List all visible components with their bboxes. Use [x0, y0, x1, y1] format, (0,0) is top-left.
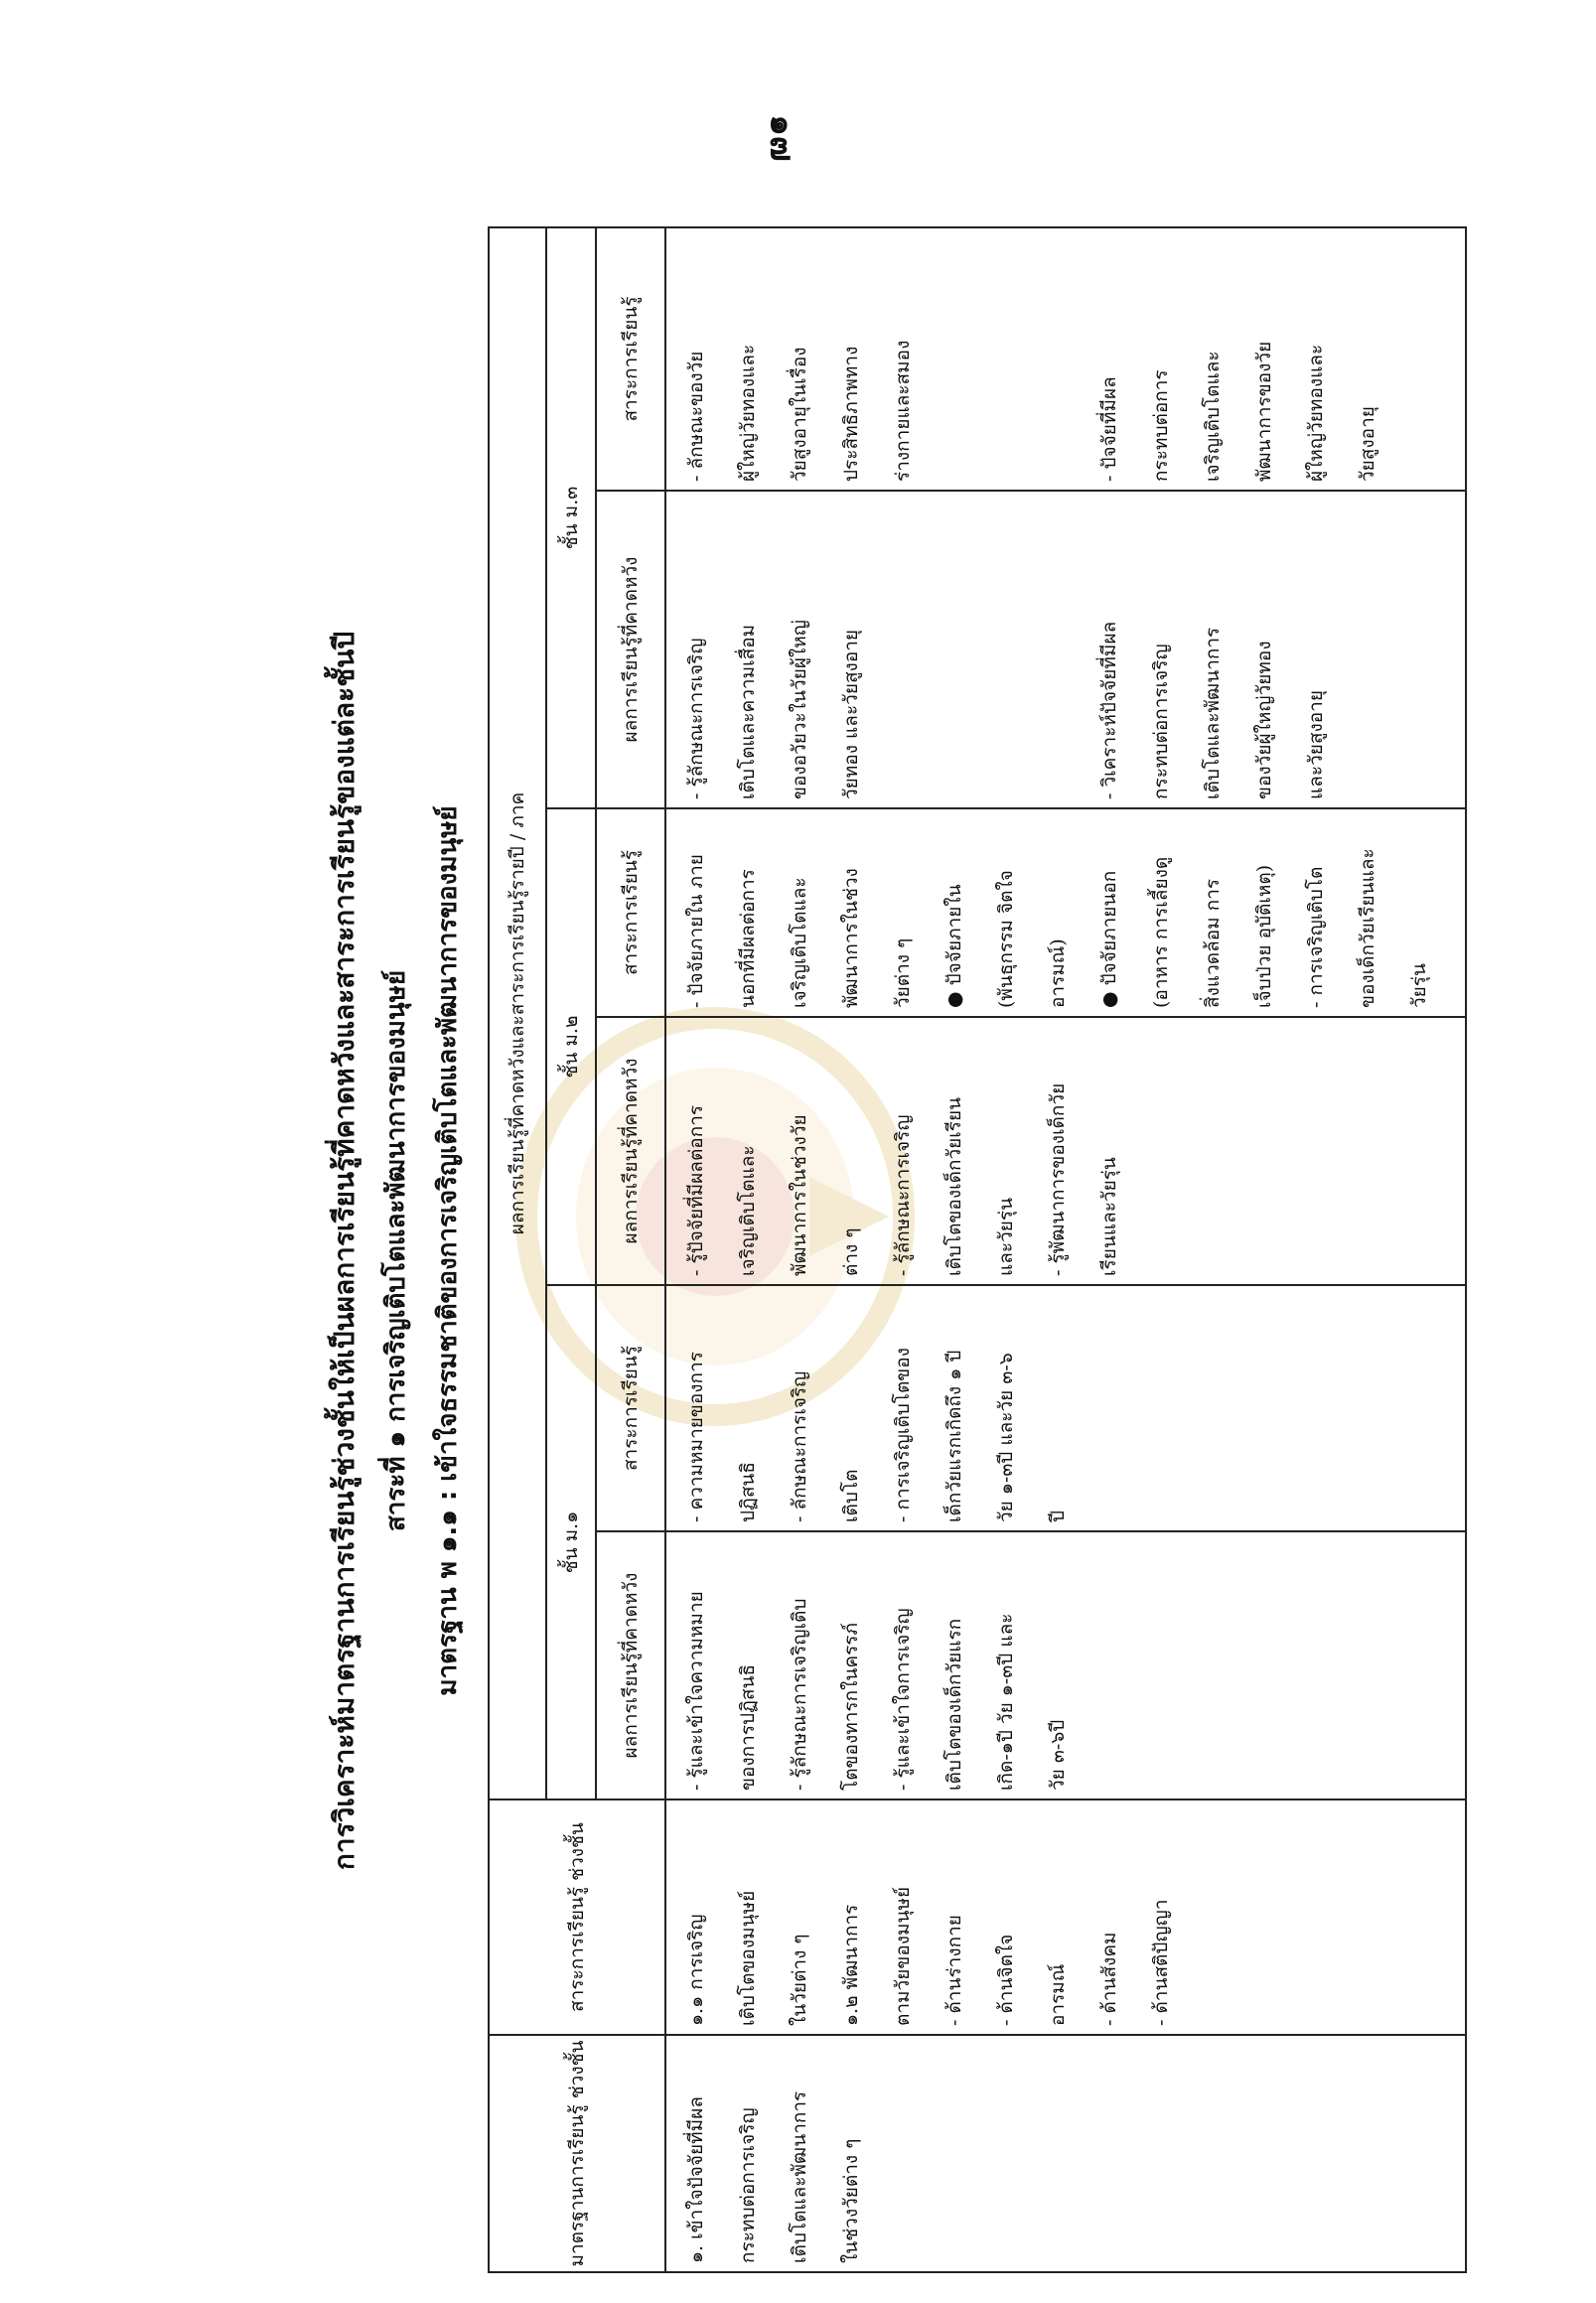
cell-line: ตามวัยของมนุษย์	[892, 1886, 914, 2026]
header-m3-content: สาระการเรียนรู้	[596, 227, 665, 491]
header-group: ผลการเรียนรู้ที่คาดหวังและสาระการเรียนรู้รายปี / ภาค	[489, 227, 546, 1799]
header-m1: ชั้น ม.๑	[546, 1285, 596, 1799]
cell-line: กระทบต่อการเจริญ	[737, 2107, 759, 2263]
header-standard: มาตรฐานการเรียนรู้ ช่วงชั้น	[489, 2035, 665, 2272]
cell-line: อารมณ์)	[1047, 938, 1069, 1008]
cell-line: ประสิทธิภาพทาง	[840, 346, 862, 482]
cell-line	[980, 236, 1032, 482]
cell-line: ๑. เข้าใจปัจจัยที่มีผล	[685, 2096, 707, 2263]
cell-line: วัยรุ่น	[1408, 963, 1430, 1008]
header-m2-outcome: ผลการเรียนรู้ที่คาดหวัง	[596, 1017, 665, 1285]
header-m1-content: สาระการเรียนรู้	[596, 1285, 665, 1531]
cell-line: - ด้านสติปัญญา	[1150, 1899, 1172, 2026]
cell-line: กระทบต่อการเจริญ	[1150, 644, 1172, 799]
cell-line: เติบโต	[840, 1469, 862, 1522]
cell-line: อารมณ์	[1047, 1963, 1069, 2026]
header-m3-outcome: ผลการเรียนรู้ที่คาดหวัง	[596, 491, 665, 808]
cell-line: ● ปัจจัยภายใน	[943, 884, 965, 1008]
cell-line: - รู้ลักษณะการเจริญ	[892, 1114, 914, 1276]
cell-m3-outcome	[665, 491, 1466, 808]
cell-m2-outcome	[665, 1017, 1466, 1285]
cell-line: เติบโตของเด็กวัยเรียน	[943, 1096, 965, 1276]
cell-content	[665, 1799, 1466, 2035]
cell-line: กระทบต่อการ	[1150, 369, 1172, 482]
cell-line: - ปัจจัยภายใน ภาย	[685, 854, 707, 1008]
cell-line: ของการปฏิสนธิ	[737, 1663, 759, 1791]
cell-line: - รู้ลักษณะการเจริญ	[685, 638, 707, 799]
cell-line: วัย ๑-๓ปี และวัย ๓-๖	[995, 1353, 1017, 1522]
cell-m1-content	[665, 1285, 1466, 1531]
cell-line: ๑.๑ การเจริญ	[685, 1914, 707, 2026]
cell-line: พัฒนาการในช่วง	[840, 868, 862, 1008]
header-m3: ชั้น ม.๓	[546, 227, 596, 808]
cell-line: เกิด-๑ปี วัย ๑-๓ปี และ	[995, 1613, 1017, 1791]
cell-line: ในวัยต่าง ๆ	[789, 1934, 810, 2026]
cell-line: ของอวัยวะในวัยผู้ใหญ่	[789, 620, 810, 799]
cell-line: - ด้านร่างกาย	[943, 1915, 965, 2026]
cell-line: - ความหมายของการ	[685, 1352, 707, 1522]
header-m2: ชั้น ม.๒	[546, 808, 596, 1285]
page-number: ๑๗	[762, 114, 802, 162]
cell-line: เรียนและวัยรุ่น	[1098, 1157, 1120, 1276]
cell-line: เจริญเติบโตและ	[789, 877, 810, 1008]
cell-line: (อาหาร การเลี้ยงดู	[1150, 856, 1172, 1008]
cell-line: วัยต่าง ๆ	[892, 937, 914, 1008]
cell-line: นอกที่มีผลต่อการ	[737, 869, 759, 1008]
cell-line: - รู้ลักษณะการเจริญเติบ	[789, 1598, 810, 1791]
cell-line: ๑.๒ พัฒนาการ	[840, 1904, 862, 2026]
cell-line: ผู้ใหญ่วัยทองและ	[1305, 344, 1327, 482]
cell-m1-outcome	[665, 1531, 1466, 1799]
cell-line: - ด้านสังคม	[1098, 1932, 1120, 2026]
cell-line: ● ปัจจัยภายนอก	[1098, 870, 1120, 1008]
cell-line: ปี	[1047, 1510, 1069, 1522]
cell-line: เจ็บป่วย อุบัติเหตุ)	[1253, 864, 1275, 1008]
cell-line	[929, 236, 980, 482]
cell-line	[980, 500, 1032, 799]
cell-line: เจริญเติบโตและ	[737, 1145, 759, 1276]
cell-line	[929, 500, 980, 799]
cell-line: เด็กวัยแรกเกิดถึง ๑ ปี	[943, 1350, 965, 1522]
cell-line: เจริญเติบโตและ	[1202, 351, 1224, 482]
cell-line	[1032, 500, 1084, 799]
cell-line: และวัยรุ่น	[995, 1197, 1017, 1276]
cell-line: เติบโตของเด็กวัยแรก	[943, 1618, 965, 1791]
cell-line: ผู้ใหญ่วัยทองและ	[737, 344, 759, 482]
cell-line: เติบโตและพัฒนาการ	[1202, 627, 1224, 799]
cell-line: โตของทารกในครรภ์	[840, 1622, 862, 1791]
header-content: สาระการเรียนรู้ ช่วงชั้น	[489, 1799, 665, 2035]
cell-line: - ลักษณะของวัย	[685, 351, 707, 482]
strand-title: สาระที่ ๑ การเจริญเติบโตและพัฒนาการของมนุษย์	[381, 969, 411, 1532]
cell-line: - ปัจจัยที่มีผล	[1098, 376, 1120, 482]
cell-line: เติบโตและความเสื่อม	[737, 624, 759, 799]
cell-line: ต่าง ๆ	[840, 1227, 862, 1276]
cell-line: พัฒนาการในช่วงวัย	[789, 1114, 810, 1276]
cell-line: - รู้พัฒนาการของเด็กวัย	[1047, 1082, 1069, 1276]
cell-line: - รู้และเข้าใจความหมาย	[685, 1591, 707, 1791]
header-m2-content: สาระการเรียนรู้	[596, 808, 665, 1017]
cell-line: ของเด็กวัยเรียนและ	[1357, 848, 1378, 1008]
cell-line: วัยทอง และวัยสูงอายุ	[840, 629, 862, 799]
cell-line: - ด้านจิตใจ	[995, 1934, 1017, 2026]
header-m1-outcome: ผลการเรียนรู้ที่คาดหวัง	[596, 1531, 665, 1799]
cell-line: - รู้และเข้าใจการเจริญ	[892, 1608, 914, 1791]
cell-line: วัย ๓-๖ปี	[1047, 1719, 1069, 1791]
cell-line	[1032, 236, 1084, 482]
curriculum-table	[488, 226, 1467, 2273]
cell-line: - วิเคราะห์ปัจจัยที่มีผล	[1098, 621, 1120, 799]
cell-line: และวัยสูงอายุ	[1305, 690, 1327, 799]
cell-standard	[665, 2035, 1466, 2272]
cell-line: เติบโตของมนุษย์	[737, 1890, 759, 2026]
cell-line: ในช่วงวัยต่าง ๆ	[840, 2138, 862, 2263]
title-block	[319, 228, 488, 2273]
cell-line: พัฒนาการของวัย	[1253, 341, 1275, 482]
cell-line: - ลักษณะการเจริญ	[789, 1370, 810, 1522]
cell-line: วัยสูงอายุในเรื่อง	[789, 347, 810, 482]
rotated-page-content	[319, 228, 1495, 2273]
standard-title: มาตรฐาน พ ๑.๑ : เข้าใจธรรมชาติของการเจริญเติบโตและพัฒนาการของมนุษย์	[433, 805, 463, 1696]
cell-line: วัยสูงอายุ	[1357, 406, 1378, 482]
cell-line: ร่างกายและสมอง	[892, 340, 914, 482]
document-title: การวิเคราะห์มาตรฐานการเรียนรู้ช่วงชั้นให้เป็นผลการเรียนรู้ที่คาดหวังและสาระการเรียนรู้ของแต่ละชั้นปี	[328, 631, 361, 1871]
cell-line: (พันธุกรรม จิตใจ	[995, 870, 1017, 1008]
cell-line	[877, 500, 929, 799]
cell-m2-content	[665, 808, 1466, 1017]
cell-line: ปฏิสนธิ	[737, 1462, 759, 1522]
cell-line: - รู้ปัจจัยที่มีผลต่อการ	[685, 1104, 707, 1276]
cell-line: ของวัยผู้ใหญ่วัยทอง	[1253, 641, 1275, 799]
cell-line: สิ่งแวดล้อม การ	[1202, 878, 1224, 1008]
cell-line: - การเจริญเติบโตของ	[892, 1348, 914, 1522]
cell-line: - การเจริญเติบโต	[1305, 866, 1327, 1008]
cell-m3-content	[665, 227, 1466, 491]
cell-line: เติบโตและพัฒนาการ	[789, 2090, 810, 2263]
